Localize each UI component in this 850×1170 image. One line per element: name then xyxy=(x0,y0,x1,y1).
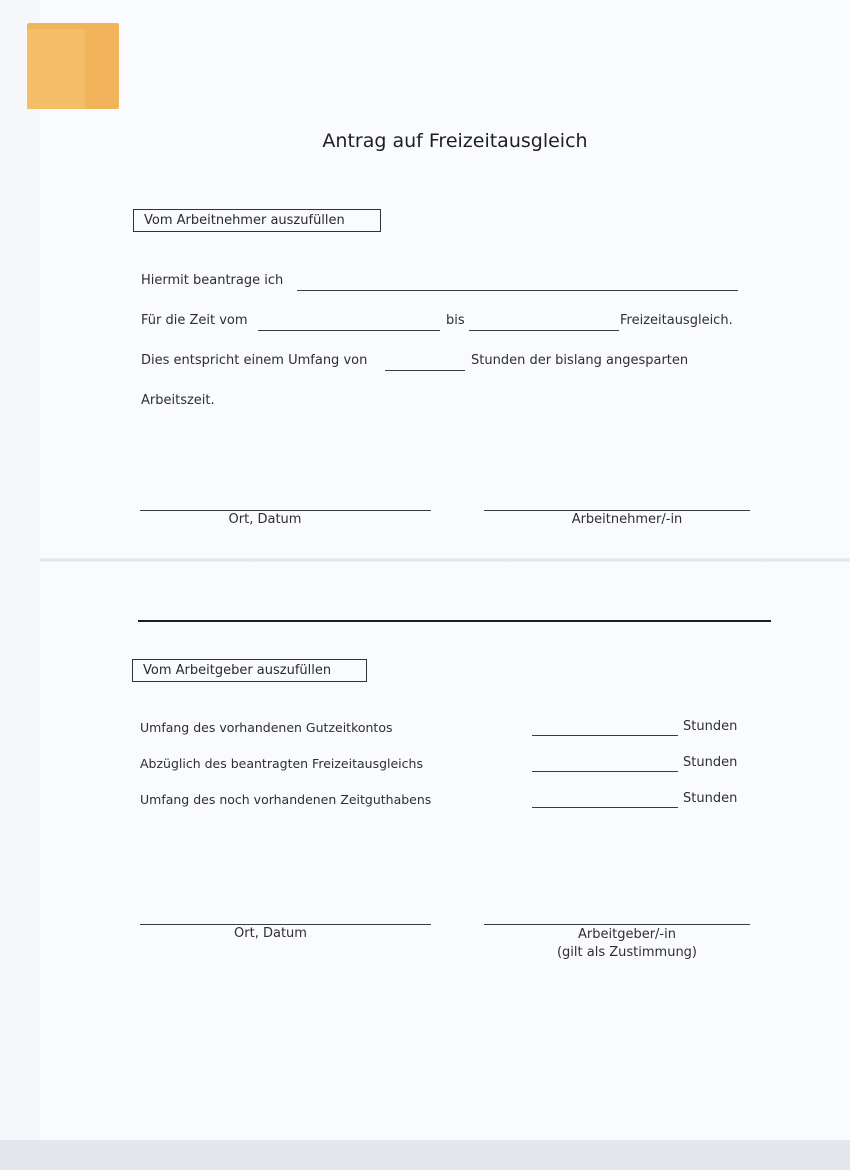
employee-section-heading: Vom Arbeitnehmer auszufüllen xyxy=(133,209,381,232)
credit-account-field-line[interactable] xyxy=(532,735,678,736)
request-field-line[interactable] xyxy=(297,290,738,291)
employer-date-caption: Ort, Datum xyxy=(234,926,307,941)
employer-consent-note: (gilt als Zustimmung) xyxy=(556,945,698,960)
hours-suffix-label: Stunden der bislang angesparten xyxy=(471,353,689,368)
employer-signature-caption: Arbeitgeber/-in xyxy=(578,927,676,942)
hours-field-line[interactable] xyxy=(385,370,465,371)
period-from-label: Für die Zeit vom xyxy=(141,313,248,328)
employer-signature-line[interactable] xyxy=(484,924,750,925)
deduction-label: Abzüglich des beantragten Freizeitausgleichs xyxy=(140,756,423,771)
remaining-balance-unit: Stunden xyxy=(683,791,738,806)
paper-sheet xyxy=(40,0,850,1140)
employee-date-signature-line[interactable] xyxy=(140,510,431,511)
period-to-field-line[interactable] xyxy=(469,330,619,331)
credit-account-label: Umfang des vorhandenen Gutzeitkontos xyxy=(140,720,393,735)
remaining-balance-label: Umfang des noch vorhandenen Zeitguthabens xyxy=(140,792,432,807)
paper-fold xyxy=(40,558,850,562)
employee-date-caption: Ort, Datum xyxy=(228,512,302,527)
deduction-unit: Stunden xyxy=(683,755,738,770)
scan-edge xyxy=(0,1140,850,1170)
adhesive-tape xyxy=(27,23,119,109)
deduction-field-line[interactable] xyxy=(532,771,678,772)
employer-date-signature-line[interactable] xyxy=(140,924,431,925)
credit-account-unit: Stunden xyxy=(683,719,738,734)
employee-signature-caption: Arbeitnehmer/-in xyxy=(571,512,683,527)
employee-signature-line[interactable] xyxy=(484,510,750,511)
worktime-label: Arbeitszeit. xyxy=(141,393,215,408)
period-end-label: Freizeitausgleich. xyxy=(620,313,733,328)
remaining-balance-field-line[interactable] xyxy=(532,807,678,808)
period-bis-label: bis xyxy=(446,313,465,328)
hours-label: Dies entspricht einem Umfang von xyxy=(141,353,368,368)
period-from-field-line[interactable] xyxy=(258,330,440,331)
page-title: Antrag auf Freizeitausgleich xyxy=(322,130,588,152)
request-label: Hiermit beantrage ich xyxy=(141,273,284,288)
section-divider xyxy=(138,620,771,622)
employer-section-heading: Vom Arbeitgeber auszufüllen xyxy=(132,659,367,682)
